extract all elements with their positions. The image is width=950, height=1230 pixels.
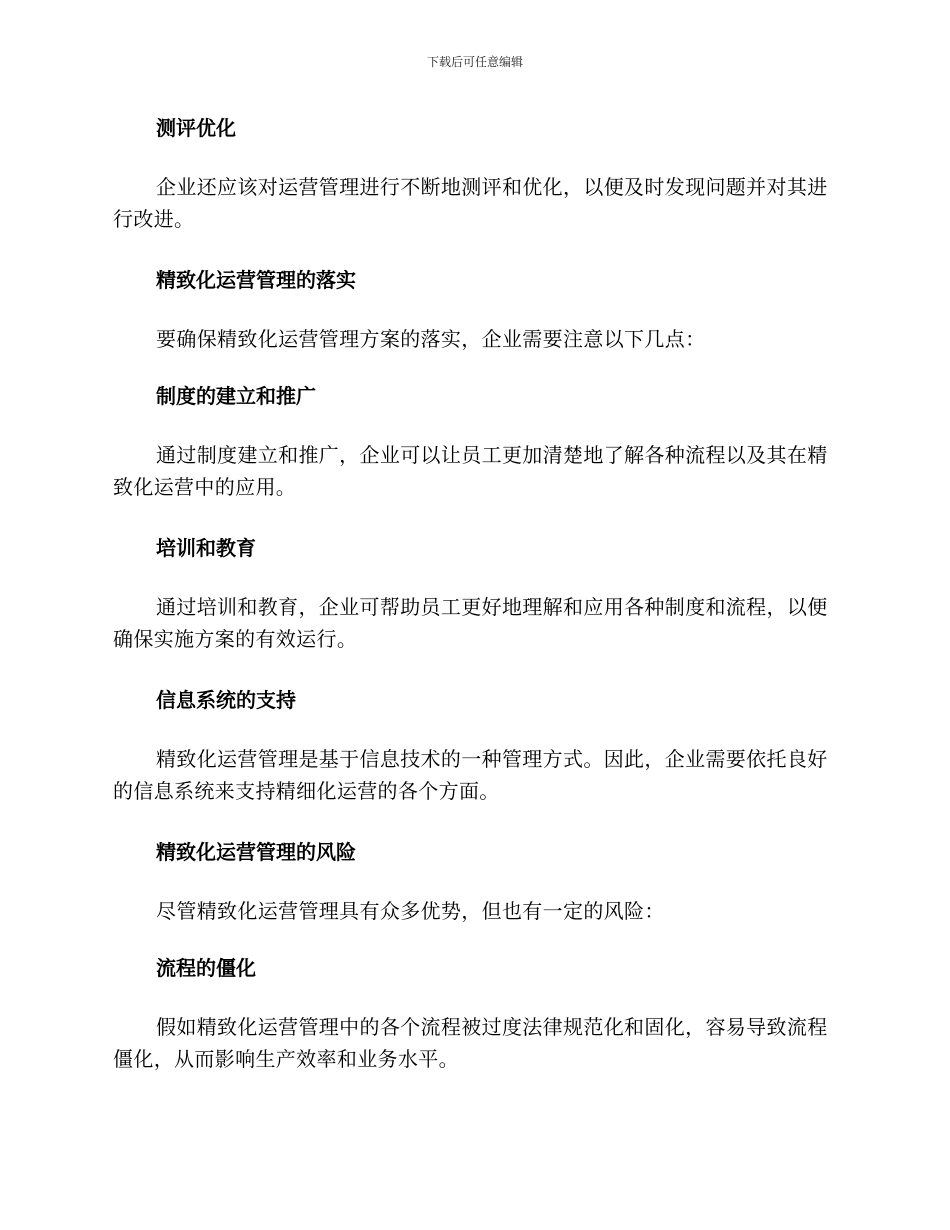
section-paragraph: 尽管精致化运营管理具有众多优势，但也有一定的风险：	[156, 899, 665, 923]
document-body	[113, 113, 833, 1105]
section-heading: 信息系统的支持	[156, 688, 296, 712]
section-heading: 测评优化	[156, 116, 236, 140]
section-paragraph: 通过制度建立和推广，企业可以让员工更加清楚地了解各种流程以及其在精致化运营中的应用。	[113, 443, 828, 499]
section-heading: 流程的僵化	[156, 956, 256, 980]
section-paragraph: 企业还应该对运营管理进行不断地测评和优化，以便及时发现问题并对其进行改进。	[113, 175, 828, 231]
section-paragraph: 假如精致化运营管理中的各个流程被过度法律规范化和固化，容易导致流程僵化，从而影响生产效率和业务水平。	[113, 1015, 828, 1071]
section-paragraph: 要确保精致化运营管理方案的落实，企业需要注意以下几点：	[156, 327, 706, 351]
section-paragraph: 通过培训和教育，企业可帮助员工更好地理解和应用各种制度和流程，以便确保实施方案的有效运行。	[113, 595, 828, 651]
section-paragraph: 精致化运营管理是基于信息技术的一种管理方式。因此，企业需要依托良好的信息系统来支持精细化运营的各个方面。	[113, 747, 828, 803]
section-heading: 精致化运营管理的落实	[156, 268, 356, 292]
section-heading: 培训和教育	[156, 536, 256, 560]
section-heading: 精致化运营管理的风险	[156, 840, 356, 864]
section-heading: 制度的建立和推广	[156, 384, 316, 408]
page-header-note: 下载后可任意编辑	[426, 55, 523, 69]
